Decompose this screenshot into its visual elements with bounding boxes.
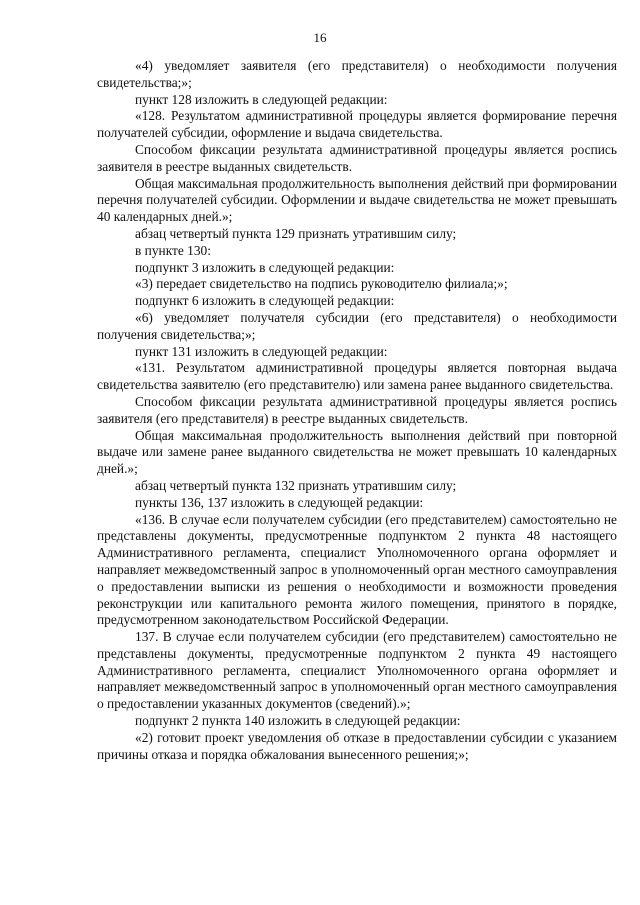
instruction-point-132: абзац четвертый пункта 132 признать утратившим силу; xyxy=(135,477,457,493)
paragraph-subpoint-3: «3) передает свидетельство на подпись руководителю филиала;»; xyxy=(135,276,508,292)
paragraph-point-137: 137. В случае если получателем субсидии (его представителем) самостоятельно не представлены документы, предусмотренные подпунктом 2 пункта 49 настоящего Административного регламента, специалист Уполномоченного органа оформляет и направляет межведомственный запрос в уполномоченный орган местного самоуправления о предоставлении указанных документов (сведений).»; xyxy=(97,629,617,712)
document-body xyxy=(97,58,617,763)
paragraph-point-131: «131. Результатом административной процедуры является повторная выдача свидетельства заявителю (его представителю) или замена ранее выданного свидетельства. xyxy=(97,360,617,393)
instruction-point-140: подпункт 2 пункта 140 изложить в следующей редакции: xyxy=(135,713,461,729)
instruction-point-128: пункт 128 изложить в следующей редакции: xyxy=(135,91,388,107)
page-number: 16 xyxy=(313,30,327,45)
instruction-points-136-137: пункты 136, 137 изложить в следующей редакции: xyxy=(135,494,424,510)
instruction-subpoint-3: подпункт 3 изложить в следующей редакции: xyxy=(135,259,395,275)
instruction-point-131: пункт 131 изложить в следующей редакции: xyxy=(135,343,388,359)
paragraph-point-128: «128. Результатом административной процедуры является формирование перечня получателей субсидии, оформление и выдача свидетельства. xyxy=(97,108,617,141)
paragraph-duration-2: Общая максимальная продолжительность выполнения действий при повторной выдаче или замене ранее выданного свидетельства не может превышать 10 календарных дней.»; xyxy=(97,427,617,477)
paragraph-fixation-method-1: Способом фиксации результата административной процедуры является роспись заявителя в реестре выданных свидетельств. xyxy=(97,141,617,174)
instruction-subpoint-6: подпункт 6 изложить в следующей редакции: xyxy=(135,293,395,309)
paragraph-fixation-method-2: Способом фиксации результата административной процедуры является роспись заявителя (его представителя) в реестре выданных свидетельств. xyxy=(97,393,617,426)
paragraph-item-4: «4) уведомляет заявителя (его представителя) о необходимости получения свидетельства;»; xyxy=(97,58,617,90)
paragraph-subpoint-6: «6) уведомляет получателя субсидии (его представителя) о необходимости получения свидетельства;»; xyxy=(97,309,617,342)
paragraph-duration-1: Общая максимальная продолжительность выполнения действий при формировании перечня получателей субсидии. Оформлении и выдаче свидетельства не может превышать 40 календарных дней.»; xyxy=(97,175,617,225)
instruction-point-130: в пункте 130: xyxy=(135,242,211,258)
paragraph-point-136: «136. В случае если получателем субсидии (его представителем) самостоятельно не представлены документы, предусмотренные подпунктом 2 пункта 48 настоящего Административного регламента, специалист Уполномоченного органа оформляет и направляет межведомственный запрос в уполномоченный орган местного самоуправления о предоставлении выписки из решения о необходимости и возможности проведения реконструкции или капитального ремонта жилого помещения, принятого в порядке, предусмотренном законодательством Российской Федерации. xyxy=(97,511,617,628)
paragraph-subpoint-2: «2) готовит проект уведомления об отказе в предоставлении субсидии с указанием причины отказа и порядка обжалования вынесенного решения;»; xyxy=(97,729,617,762)
instruction-point-129: абзац четвертый пункта 129 признать утратившим силу; xyxy=(135,225,457,241)
